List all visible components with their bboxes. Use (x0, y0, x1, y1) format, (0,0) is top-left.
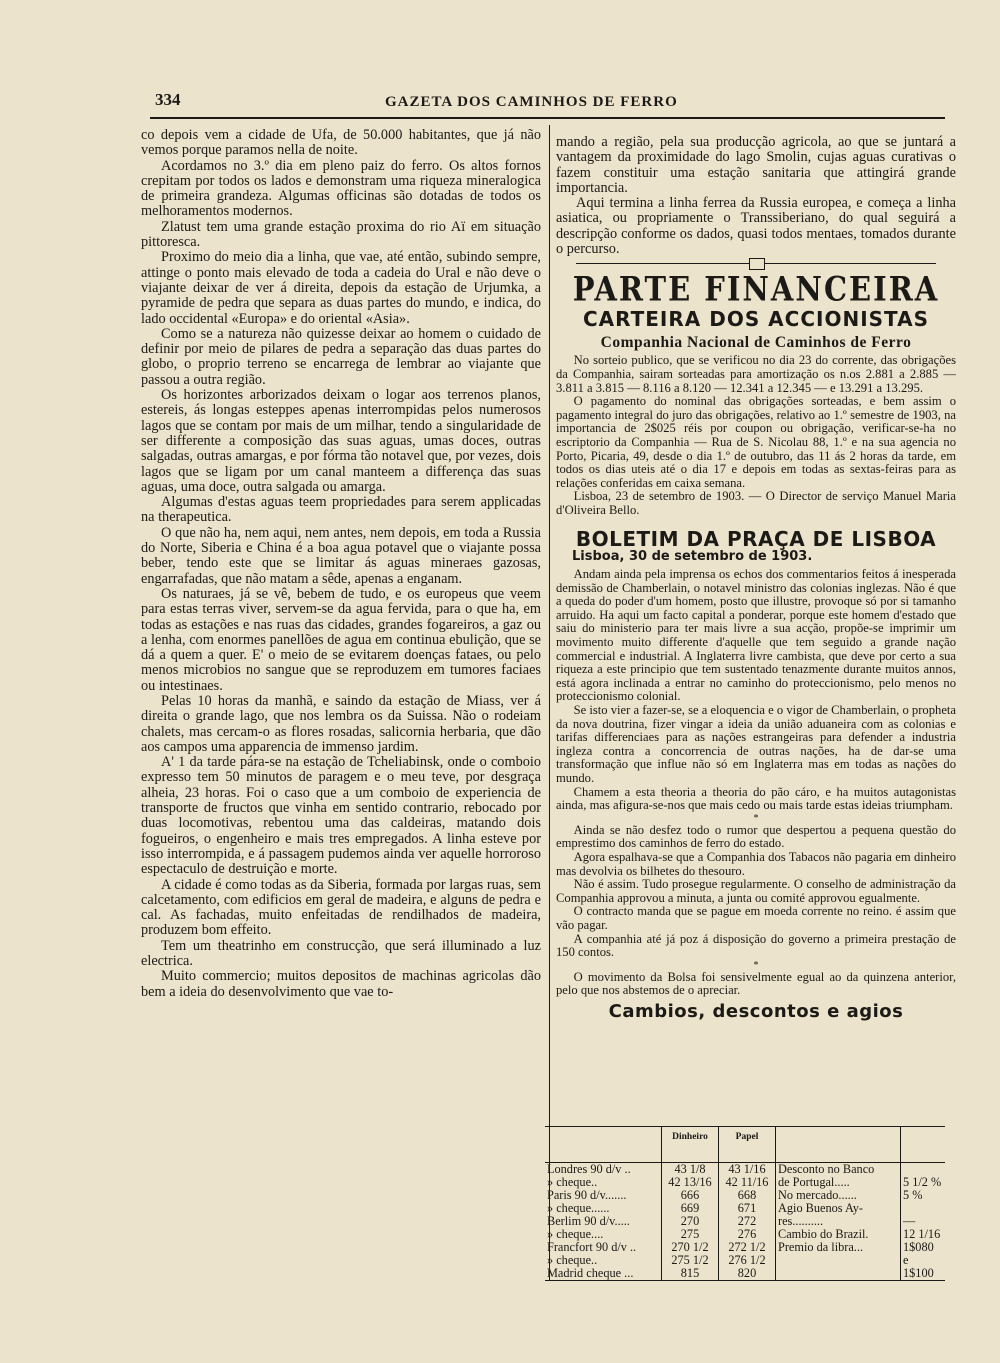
notice-paragraph: Lisboa, 23 de setembro de 1903. — O Director de serviço Manuel Maria d'Oliveira Bello. (556, 489, 956, 517)
table-row (545, 1163, 945, 1177)
left-paragraph: O que não ha, nem aqui, nem antes, nem depois, em toda a Russia do Norte, Siberia e China é a boa agua potavel que o viajante possa beber, tendo este que se limitar ás aguas mineraes gazosas, engarrafadas, que não matam a sêde, apenas a enganam. (141, 524, 541, 587)
place-cell: » cheque...... (545, 1202, 662, 1215)
cambios-table (545, 1126, 945, 1280)
rate-label-cell: Desconto no Banco (776, 1163, 901, 1177)
papel-cell: 671 (719, 1202, 776, 1215)
dinheiro-cell: 43 1/8 (662, 1163, 719, 1177)
notice-paragraph: No sorteio publico, que se verificou no dia 23 do corrente, das obrigações da Companhia, sairam sorteadas para amortização os n.os 2.881 a 2.885 — 3.811 a 3.815 — 8.116 a 8.120 — 12.341 a 12.345 — e 13.291 a 13.295. (556, 353, 956, 395)
place-cell: » cheque.... (545, 1228, 662, 1241)
section-asterisk: * (753, 959, 759, 971)
dinheiro-cell: 270 1/2 (662, 1241, 719, 1254)
left-paragraph: Proximo do meio dia a linha, que vae, até então, subindo sempre, attinge o ponto mais elevado de toda a cadeia do Ural e não deve o viajante deixar de ver á direita, depois da estação de Urjumka, a pyramide de pedra que separa as duas partes do mundo, e indica, do lado occidental «Europa» e do oriental «Asia». (141, 249, 541, 327)
boletim-paragraph: Chamem a esta theoria a theoria do pão cáro, e ha muitos autagonistas ainda, mas afigura-se-nos que mais cedo ou mais tarde estas ideias triumpham. (556, 784, 956, 813)
table-header-row (545, 1127, 945, 1163)
page-number: 334 (155, 90, 181, 109)
right-column (556, 134, 956, 1022)
left-paragraph: A' 1 da tarde pára-se na estação de Tcheliabinsk, onde o comboio expresso tem 50 minutos de paragem e o meu teve, por desgraça alheia, 23 horas. Foi o caso que a um comboio de experiencia de transporte de fructos que vinha em sentido contrario, rebocado por duas locomotivas, rebentou uma das caldeiras, matando dois fogueiros, o engenheiro e mais tres empregados. A linha esteve por isso interrompida, e á passagem pudemos ainda ver aquelle horroroso espectaculo de destruição e morte. (141, 754, 541, 878)
rate-value-cell: e (903, 1253, 909, 1267)
table-header (901, 1127, 946, 1163)
rate-value-cell: 1$100 (903, 1266, 934, 1280)
left-paragraph: Como se a natureza não quizesse deixar ao homem o cuidado de definir por meio de pilares de pedra a separação das duas partes do globo, o proprio terreno se encarrega de lembrar ao viajante que passou a outra região. (141, 325, 541, 388)
rate-value-cell: 5 % (903, 1188, 923, 1202)
rate-value-cell: 5 1/2 % (903, 1175, 942, 1189)
place-cell: Francfort 90 d/v .. (545, 1241, 662, 1254)
papel-cell: 820 (719, 1267, 776, 1280)
dinheiro-cell: 815 (662, 1267, 719, 1280)
running-title: GAZETA DOS CAMINHOS DE FERRO (385, 94, 678, 110)
table-bottom-rule (545, 1280, 945, 1281)
place-cell: » cheque.. (545, 1254, 662, 1267)
left-paragraph: Acordamos no 3.º dia em pleno paiz do ferro. Os altos fornos crepitam por todos os lados e demonstram uma riqueza mineralogica de primeira grandeza. Algumas officinas são dotadas de todos os melhoramentos modernos. (141, 157, 541, 220)
boletim-paragraph: Agora espalhava-se que a Companhia dos Tabacos não pagaria em dinheiro mas devolvia os bilhetes do thesouro. (556, 849, 956, 878)
left-paragraph: Os horizontes arborizados deixam o logar aos terrenos planos, estereis, ás longas esteppes apenas interrompidas pelos numerosos lagos que se contam por mais de um milhar, tendo a singularidade de ser differente a composição das suas aguas, umas doces, outras salgadas, outras amargas, e por fórma tão notavel que, por vezes, dois lagos que se ligam por um canal manteem a differença das suas aguas, uma doce, outra salgada ou amarga. (141, 387, 541, 495)
table-header: Papel (719, 1127, 776, 1163)
rate-label-cell: res.......... (776, 1215, 901, 1228)
rate-label-cell: Cambio do Brazil. (776, 1228, 901, 1241)
place-cell: Londres 90 d/v .. (545, 1163, 662, 1177)
boletim-paragraph: A companhia até já poz á disposição do governo a primeira prestação de 150 contos. (556, 931, 956, 960)
left-paragraph: Pelas 10 horas da manhã, e saindo da estação de Miass, ver á direita o grande lago, que nos lembra os da Suissa. Não o rodeiam chalets, mas cercam-o as flores rosadas, salicornia herbaria, que dão aos campos uma apparencia de immenso jardim. (141, 692, 541, 755)
rate-value-cell (901, 1163, 946, 1177)
boletim-paragraph: Se isto vier a fazer-se, se a eloquencia e o vigor de Chamberlain, o propheta da nova doutrina, fizer vingar a ideia da união aduaneira com as colonias e tarifas differenciaes para as nações estrangeiras para defender a industria ingleza contra a concorrencia de outras nações, ha de dar-se uma transformação que influe não só em Inglaterra mas em todas as nações do mundo. (556, 703, 956, 785)
papel-cell: 276 1/2 (719, 1254, 776, 1267)
dinheiro-cell: 270 (662, 1215, 719, 1228)
boletim-date: Lisboa, 30 de setembro de 1903. (572, 548, 813, 564)
boletim-paragraph: Andam ainda pela imprensa os echos dos commentarios feitos á inesperada demissão de Chamberlain, o notavel ministro das colonias inglezas. Não é que a queda do poder d'um homem, posto que illustre, provoque só por si tamanho arruido. Ha aqui um facto capital a ponderar, porque este homem d'estado que saiu do ministerio para ter mais livre a sua acção, propõe-se imprimir um movimento muito differente d'aquelle que tem seguido a grande nação commercial e industrial. A Inglaterra livre cambista, que deve por certo a sua riqueza a este principio que tem sustentado tenazmente durante muitos annos, está agora inclinada a entrar no caminho do proteccionismo, pelo menos no proteccionismo colonial. (556, 567, 956, 704)
papel-cell: 272 (719, 1215, 776, 1228)
company-title: Companhia Nacional de Caminhos de Ferro (600, 334, 912, 352)
boletim-paragraph: O movimento da Bolsa foi sensivelmente egual ao da quinzena anterior, pelo que nos abstemos de o apreciar. (556, 969, 956, 998)
rate-label-cell (776, 1267, 901, 1280)
place-cell: » cheque.. (545, 1176, 662, 1189)
papel-cell: 43 1/16 (719, 1163, 776, 1177)
table-header (545, 1127, 662, 1163)
left-paragraph: Algumas d'estas aguas teem propriedades para serem applicadas na therapeutica. (141, 494, 541, 526)
table-header: Dinheiro (662, 1127, 719, 1163)
boletim-paragraph: Ainda se não desfez todo o rumor que despertou a pequena questão do emprestimo dos caminhos de ferro do estado. (556, 822, 956, 851)
left-paragraph: co depois vem a cidade de Ufa, de 50.000 habitantes, que já não vemos porque paramos nella de noite. (141, 127, 541, 159)
rate-value-cell: 12 1/16 (903, 1227, 941, 1241)
right-paragraph: Aqui termina a linha ferrea da Russia europea, e começa a linha asiatica, ou propriamente o Transsiberiano, do qual seguirá a descripção conforme os dados, quasi todos mentaes, tomados durante o percurso. (556, 195, 956, 258)
boletim-paragraph: Não é assim. Tudo prosegue regularmente. O conselho de administração da Companhia approvou a minuta, a junta ou comité approvou egualmente. (556, 877, 956, 905)
left-column (141, 128, 541, 1000)
place-cell: Berlim 90 d/v..... (545, 1215, 662, 1228)
dinheiro-cell: 669 (662, 1202, 719, 1215)
place-cell: Paris 90 d/v....... (545, 1189, 662, 1202)
place-cell: Madrid cheque ... (545, 1267, 662, 1280)
rate-label-cell: No mercado...... (776, 1189, 901, 1202)
column-divider (549, 125, 550, 1280)
papel-cell: 668 (719, 1189, 776, 1202)
left-paragraph: Zlatust tem uma grande estação proxima do rio Aï em situação pittoresca. (141, 218, 541, 251)
left-paragraph: Muito commercio; muitos depositos de machinas agricolas dão bem a ideia do desenvolvimento que vae to- (141, 968, 541, 1000)
right-paragraph: mando a região, pela sua producção agricola, ao que se juntará a vantagem da proximidade do lago Smolin, cujas aguas curativas o fazem constituir uma estação sanitaria que attingirá grande importancia. (556, 134, 956, 196)
notice-paragraph: O pagamento do nominal das obrigações sorteadas, e bem assim o pagamento integral do juro das obrigações, relativo ao 1.º semestre de 1903, na importancia de 2$025 réis por coupon ou obrigação, verificar-se-ha no escriptorio da Companhia — Rua de S. Nicolau 88, 1.º e na sua agencia no Porto, Picaria, 49, desde o dia 1.º de outubro, das 11 ás 2 horas da tarde, em todos os dias uteis até o dia 17 e depois em todas as sextas-feiras para as relações conferidas em caixa semana. (556, 394, 956, 490)
left-paragraph: Tem um theatrinho em construcção, que será illuminado a luz electrica. (141, 937, 541, 970)
dinheiro-cell: 275 (662, 1228, 719, 1241)
section-asterisk: * (753, 812, 759, 824)
rate-value-cell: — (903, 1214, 916, 1228)
cambios-title: Cambios, descontos e agios (608, 1000, 904, 1022)
boletim-title: BOLETIM DA PRAÇA DE LISBOA (575, 526, 937, 551)
dinheiro-cell: 666 (662, 1189, 719, 1202)
rate-label-cell: Agio Buenos Ay- (776, 1202, 901, 1215)
dinheiro-cell: 275 1/2 (662, 1254, 719, 1267)
rate-label-cell (776, 1254, 901, 1267)
rate-label-cell: de Portugal..... (776, 1176, 901, 1189)
table-row (545, 1267, 945, 1280)
left-paragraph: A cidade é como todas as da Siberia, formada por largas ruas, sem calcetamento, com edificios em geral de madeira, e alguns de pedra e cal. As fachadas, muito enfeitadas de rendilhados de madeira, produzem bom effeito. (141, 876, 541, 939)
section-title: PARTE FINANCEIRA (572, 269, 940, 309)
header-rule (150, 117, 945, 119)
left-paragraph: Os naturaes, já se vê, bebem de tudo, e os europeus que veem para estas terras viver, servem-se da agua fervida, para o que ha, em todas as estações e nas ruas das cidades, grandes fogareiros, a gaz ou a lenha, com enormes panellões de agua em continua ebulição, que se dá a quem a quer. E' o meio de se evitarem doenças fataes, ou pelo menos microbios no sangue que se reproduzem em tumores faciaes ou intestinaes. (141, 585, 541, 694)
papel-cell: 42 11/16 (719, 1176, 776, 1189)
papel-cell: 276 (719, 1228, 776, 1241)
rate-value-cell: 1$080 (903, 1240, 934, 1254)
boletim-paragraph: O contracto manda que se pague em moeda corrente no reino. é assim que vão pagar. (556, 904, 956, 932)
table-header (776, 1127, 901, 1163)
carteira-title: CARTEIRA DOS ACCIONISTAS (582, 307, 930, 332)
rate-label-cell: Premio da libra... (776, 1241, 901, 1254)
boletim-body (556, 568, 956, 998)
papel-cell: 272 1/2 (719, 1241, 776, 1254)
cambios-table-body (545, 1163, 945, 1281)
carteira-notice (556, 354, 956, 517)
dinheiro-cell: 42 13/16 (662, 1176, 719, 1189)
